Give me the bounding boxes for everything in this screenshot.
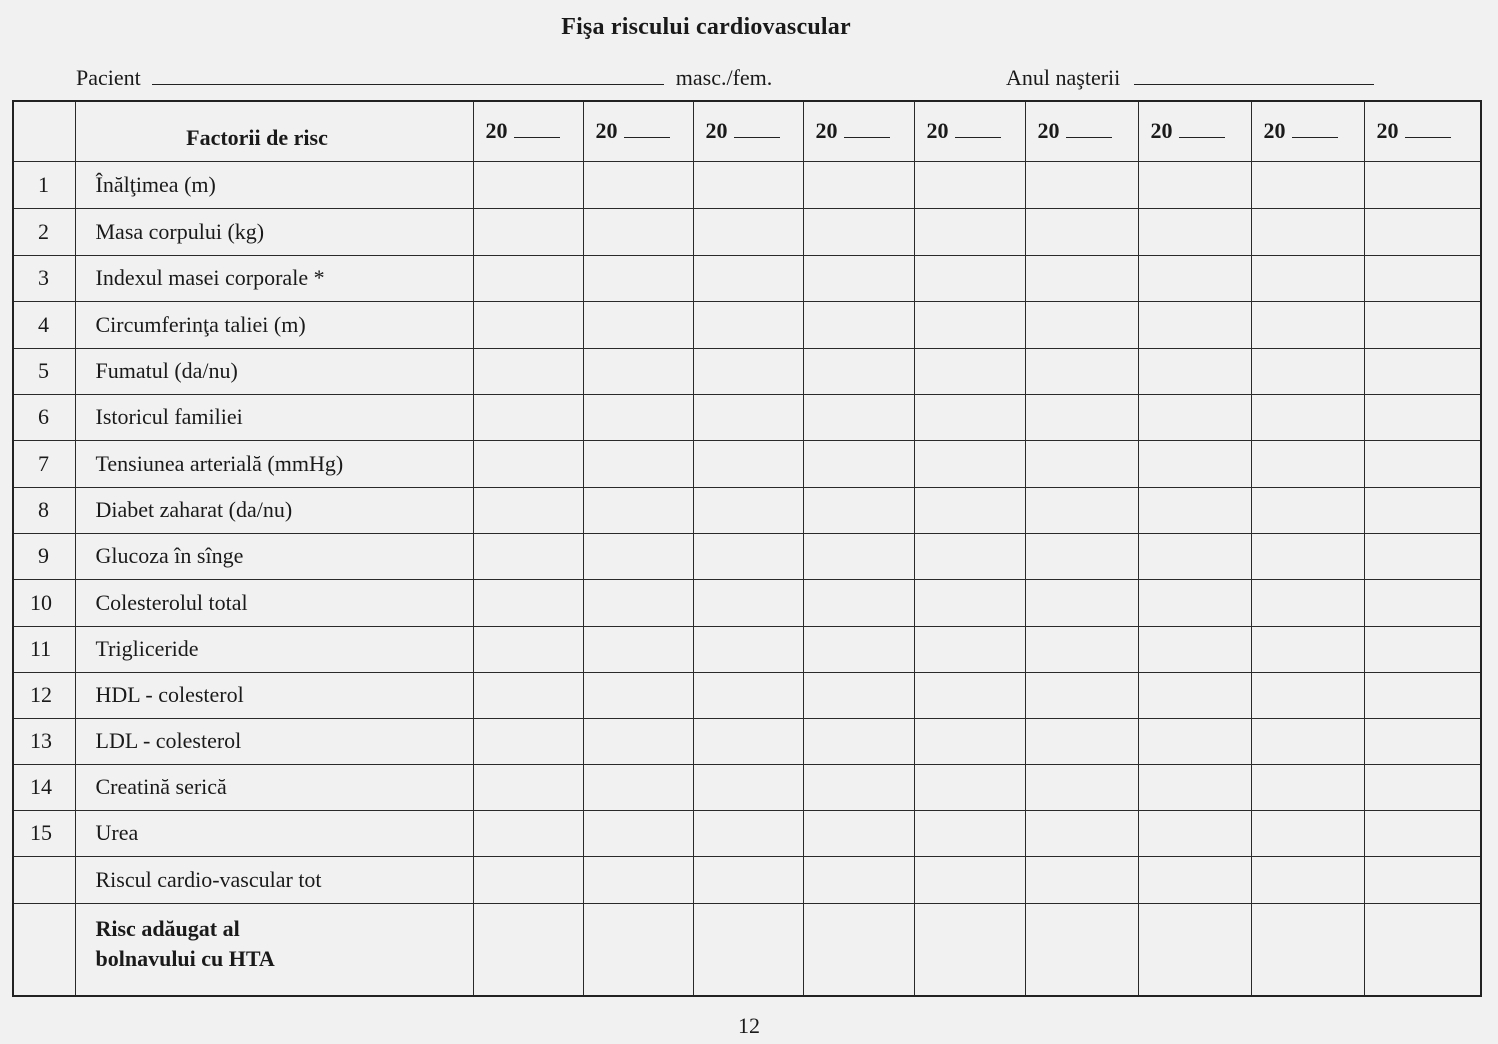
risk-factor-label: LDL - colesterol [75, 718, 473, 764]
value-cell[interactable] [693, 487, 803, 533]
value-cell[interactable] [1138, 764, 1251, 810]
year-blank[interactable] [1405, 119, 1451, 138]
value-cell[interactable] [914, 533, 1025, 579]
year-prefix: 20 [1263, 118, 1286, 144]
table-row [13, 533, 1481, 579]
hta-risk-label-line2: bolnavului cu HTA [95, 945, 275, 971]
value-cell[interactable] [1251, 718, 1364, 764]
value-cell[interactable] [1025, 301, 1138, 348]
value-cell[interactable] [1251, 903, 1364, 996]
value-cell[interactable] [693, 626, 803, 672]
value-cell[interactable] [1138, 255, 1251, 301]
value-cell[interactable] [803, 487, 914, 533]
value-cell[interactable] [1025, 348, 1138, 394]
value-cell[interactable] [1364, 533, 1481, 579]
year-column-header [1025, 101, 1138, 161]
birth-year-blank[interactable] [1134, 60, 1374, 85]
row-number: 14 [13, 764, 75, 810]
value-cell[interactable] [1251, 626, 1364, 672]
value-cell[interactable] [914, 161, 1025, 208]
value-cell[interactable] [1364, 810, 1481, 856]
year-blank[interactable] [1066, 119, 1112, 138]
year-column-header [693, 101, 803, 161]
year-prefix: 20 [705, 118, 728, 144]
table-row [13, 856, 1481, 903]
value-cell[interactable] [693, 301, 803, 348]
value-cell[interactable] [1364, 161, 1481, 208]
value-cell[interactable] [1138, 903, 1251, 996]
value-cell[interactable] [1364, 718, 1481, 764]
risk-factor-label: Masa corpului (kg) [75, 208, 473, 255]
risk-factor-label: Fumatul (da/nu) [75, 348, 473, 394]
year-column-header [1138, 101, 1251, 161]
value-cell[interactable] [914, 856, 1025, 903]
value-cell[interactable] [1138, 208, 1251, 255]
value-cell[interactable] [1025, 903, 1138, 996]
value-cell[interactable] [1138, 579, 1251, 626]
value-cell[interactable] [914, 810, 1025, 856]
row-number: 15 [13, 810, 75, 856]
value-cell[interactable] [473, 718, 583, 764]
value-cell[interactable] [1364, 440, 1481, 487]
value-cell[interactable] [693, 533, 803, 579]
value-cell[interactable] [1364, 255, 1481, 301]
patient-name-blank[interactable] [152, 60, 664, 85]
value-cell[interactable] [693, 348, 803, 394]
value-cell[interactable] [693, 764, 803, 810]
row-number: 5 [13, 348, 75, 394]
value-cell[interactable] [914, 579, 1025, 626]
row-number: 12 [13, 672, 75, 718]
value-cell[interactable] [803, 161, 914, 208]
hta-risk-label-line1: Risc adăugat al [95, 915, 240, 941]
value-cell[interactable] [693, 440, 803, 487]
row-number: 4 [13, 301, 75, 348]
value-cell[interactable] [473, 394, 583, 440]
year-blank[interactable] [624, 119, 670, 138]
risk-factor-label: Glucoza în sînge [75, 533, 473, 579]
header-num-cell [13, 101, 75, 161]
value-cell[interactable] [473, 856, 583, 903]
year-prefix: 20 [595, 118, 618, 144]
value-cell[interactable] [583, 764, 693, 810]
value-cell[interactable] [1251, 672, 1364, 718]
value-cell[interactable] [583, 626, 693, 672]
value-cell[interactable] [1138, 672, 1251, 718]
row-number: 10 [13, 579, 75, 626]
value-cell[interactable] [803, 626, 914, 672]
year-prefix: 20 [1376, 118, 1399, 144]
row-number: 8 [13, 487, 75, 533]
birth-year-label: Anul naşterii [1006, 65, 1121, 90]
value-cell[interactable] [1251, 348, 1364, 394]
table-body [13, 101, 1481, 996]
value-cell[interactable] [693, 161, 803, 208]
value-cell[interactable] [1364, 487, 1481, 533]
value-cell[interactable] [473, 301, 583, 348]
value-cell[interactable] [1025, 394, 1138, 440]
value-cell[interactable] [1138, 161, 1251, 208]
value-cell[interactable] [803, 255, 914, 301]
value-cell[interactable] [914, 301, 1025, 348]
value-cell[interactable] [1251, 764, 1364, 810]
value-cell[interactable] [1364, 301, 1481, 348]
value-cell[interactable] [914, 903, 1025, 996]
value-cell[interactable] [583, 856, 693, 903]
value-cell[interactable] [803, 533, 914, 579]
value-cell[interactable] [473, 672, 583, 718]
value-cell[interactable] [1025, 487, 1138, 533]
value-cell[interactable] [473, 255, 583, 301]
value-cell[interactable] [583, 301, 693, 348]
value-cell[interactable] [1138, 394, 1251, 440]
value-cell[interactable] [914, 255, 1025, 301]
table-row [13, 348, 1481, 394]
value-cell[interactable] [803, 440, 914, 487]
value-cell[interactable] [914, 394, 1025, 440]
value-cell[interactable] [693, 672, 803, 718]
value-cell[interactable] [583, 903, 693, 996]
value-cell[interactable] [473, 626, 583, 672]
value-cell[interactable] [1025, 856, 1138, 903]
year-blank[interactable] [734, 119, 780, 138]
risk-factor-label: Diabet zaharat (da/nu) [75, 487, 473, 533]
value-cell[interactable] [914, 487, 1025, 533]
value-cell[interactable] [583, 487, 693, 533]
value-cell[interactable] [473, 903, 583, 996]
value-cell[interactable] [1025, 718, 1138, 764]
value-cell[interactable] [803, 764, 914, 810]
value-cell[interactable] [1138, 718, 1251, 764]
year-column-header [914, 101, 1025, 161]
year-column-header [583, 101, 693, 161]
table-row [13, 626, 1481, 672]
value-cell[interactable] [1364, 348, 1481, 394]
table-row [13, 394, 1481, 440]
value-cell[interactable] [583, 810, 693, 856]
value-cell[interactable] [1138, 348, 1251, 394]
value-cell[interactable] [1251, 301, 1364, 348]
factor-header: Factorii de risc [75, 101, 473, 161]
risk-factor-label: Trigliceride [75, 626, 473, 672]
value-cell[interactable] [803, 903, 914, 996]
value-cell[interactable] [1138, 301, 1251, 348]
value-cell[interactable] [803, 856, 914, 903]
risk-factor-label: Istoricul familiei [75, 394, 473, 440]
value-cell[interactable] [1138, 626, 1251, 672]
value-cell[interactable] [473, 208, 583, 255]
year-column-header [803, 101, 914, 161]
value-cell[interactable] [914, 718, 1025, 764]
value-cell[interactable] [1251, 856, 1364, 903]
value-cell[interactable] [1364, 208, 1481, 255]
year-blank[interactable] [955, 119, 1001, 138]
year-blank[interactable] [514, 119, 560, 138]
table-row [13, 764, 1481, 810]
value-cell[interactable] [1138, 533, 1251, 579]
value-cell[interactable] [473, 161, 583, 208]
value-cell[interactable] [1025, 161, 1138, 208]
value-cell[interactable] [1251, 440, 1364, 487]
value-cell[interactable] [1251, 161, 1364, 208]
risk-factor-table [12, 100, 1482, 997]
year-column-header [1251, 101, 1364, 161]
value-cell[interactable] [1025, 626, 1138, 672]
risk-factor-label: Tensiunea arterială (mmHg) [75, 440, 473, 487]
value-cell[interactable] [1251, 487, 1364, 533]
row-number: 11 [13, 626, 75, 672]
value-cell[interactable] [1025, 579, 1138, 626]
value-cell[interactable] [583, 718, 693, 764]
risk-factor-label: Creatină serică [75, 764, 473, 810]
year-blank[interactable] [1179, 119, 1225, 138]
value-cell[interactable] [1251, 810, 1364, 856]
value-cell[interactable] [693, 718, 803, 764]
hta-risk-label [75, 903, 473, 996]
value-cell[interactable] [1364, 579, 1481, 626]
year-blank[interactable] [844, 119, 890, 138]
value-cell[interactable] [1138, 856, 1251, 903]
risk-factor-label: Urea [75, 810, 473, 856]
value-cell[interactable] [693, 255, 803, 301]
risk-factor-label: Înălţimea (m) [75, 161, 473, 208]
value-cell[interactable] [1251, 208, 1364, 255]
table-row [13, 301, 1481, 348]
page-title: Fişa riscului cardiovascular [561, 14, 851, 40]
year-column-header [473, 101, 583, 161]
value-cell[interactable] [1364, 764, 1481, 810]
value-cell[interactable] [803, 718, 914, 764]
row-number [13, 856, 75, 903]
value-cell[interactable] [583, 255, 693, 301]
value-cell[interactable] [1138, 440, 1251, 487]
table-row [13, 579, 1481, 626]
value-cell[interactable] [914, 440, 1025, 487]
value-cell[interactable] [803, 208, 914, 255]
patient-label: Pacient [76, 65, 141, 90]
table-row-hta-risk [13, 903, 1481, 996]
row-number: 6 [13, 394, 75, 440]
value-cell[interactable] [583, 672, 693, 718]
risk-factor-label: HDL - colesterol [75, 672, 473, 718]
value-cell[interactable] [583, 161, 693, 208]
year-prefix: 20 [485, 118, 508, 144]
row-number: 2 [13, 208, 75, 255]
value-cell[interactable] [1364, 626, 1481, 672]
year-blank[interactable] [1292, 119, 1338, 138]
value-cell[interactable] [1025, 764, 1138, 810]
table-row [13, 487, 1481, 533]
table-row [13, 810, 1481, 856]
value-cell[interactable] [693, 810, 803, 856]
value-cell[interactable] [473, 764, 583, 810]
value-cell[interactable] [693, 394, 803, 440]
value-cell[interactable] [473, 579, 583, 626]
value-cell[interactable] [803, 394, 914, 440]
value-cell[interactable] [914, 208, 1025, 255]
value-cell[interactable] [914, 764, 1025, 810]
value-cell[interactable] [1251, 255, 1364, 301]
year-column-header [1364, 101, 1481, 161]
risk-factor-label: Circumferinţa taliei (m) [75, 301, 473, 348]
table-row [13, 161, 1481, 208]
table-row [13, 208, 1481, 255]
value-cell[interactable] [1251, 533, 1364, 579]
value-cell[interactable] [1138, 810, 1251, 856]
value-cell[interactable] [473, 487, 583, 533]
value-cell[interactable] [803, 810, 914, 856]
value-cell[interactable] [803, 579, 914, 626]
value-cell[interactable] [583, 533, 693, 579]
table-row [13, 718, 1481, 764]
value-cell[interactable] [1025, 440, 1138, 487]
value-cell[interactable] [583, 348, 693, 394]
value-cell[interactable] [1364, 903, 1481, 996]
value-cell[interactable] [803, 348, 914, 394]
value-cell[interactable] [1025, 810, 1138, 856]
birth-year-field [1006, 60, 1374, 91]
value-cell[interactable] [583, 394, 693, 440]
value-cell[interactable] [693, 579, 803, 626]
risk-factor-label: Riscul cardio-vascular tot [75, 856, 473, 903]
risk-factor-label: Indexul masei corporale * [75, 255, 473, 301]
row-number: 7 [13, 440, 75, 487]
value-cell[interactable] [583, 579, 693, 626]
value-cell[interactable] [473, 810, 583, 856]
row-number: 13 [13, 718, 75, 764]
sex-label: masc./fem. [675, 65, 773, 90]
value-cell[interactable] [803, 672, 914, 718]
value-cell[interactable] [1025, 208, 1138, 255]
table-row [13, 440, 1481, 487]
value-cell[interactable] [1251, 394, 1364, 440]
row-number: 3 [13, 255, 75, 301]
page-number: 12 [738, 1013, 760, 1038]
patient-field [76, 60, 772, 91]
value-cell[interactable] [473, 533, 583, 579]
value-cell[interactable] [693, 208, 803, 255]
value-cell[interactable] [583, 440, 693, 487]
value-cell[interactable] [693, 903, 803, 996]
year-prefix: 20 [1037, 118, 1060, 144]
value-cell[interactable] [803, 301, 914, 348]
year-prefix: 20 [815, 118, 838, 144]
value-cell[interactable] [914, 348, 1025, 394]
value-cell[interactable] [914, 672, 1025, 718]
value-cell[interactable] [1364, 856, 1481, 903]
row-number: 1 [13, 161, 75, 208]
risk-factor-label: Colesterolul total [75, 579, 473, 626]
value-cell[interactable] [1025, 672, 1138, 718]
row-number: 9 [13, 533, 75, 579]
value-cell[interactable] [1364, 672, 1481, 718]
value-cell[interactable] [583, 208, 693, 255]
value-cell[interactable] [1364, 394, 1481, 440]
value-cell[interactable] [473, 440, 583, 487]
value-cell[interactable] [1251, 579, 1364, 626]
value-cell[interactable] [1138, 487, 1251, 533]
value-cell[interactable] [1025, 255, 1138, 301]
year-prefix: 20 [1150, 118, 1173, 144]
row-number-empty [13, 903, 75, 996]
value-cell[interactable] [914, 626, 1025, 672]
header-row [13, 101, 1481, 161]
year-prefix: 20 [926, 118, 949, 144]
value-cell[interactable] [473, 348, 583, 394]
table-row [13, 672, 1481, 718]
value-cell[interactable] [1025, 533, 1138, 579]
value-cell[interactable] [693, 856, 803, 903]
table-row [13, 255, 1481, 301]
